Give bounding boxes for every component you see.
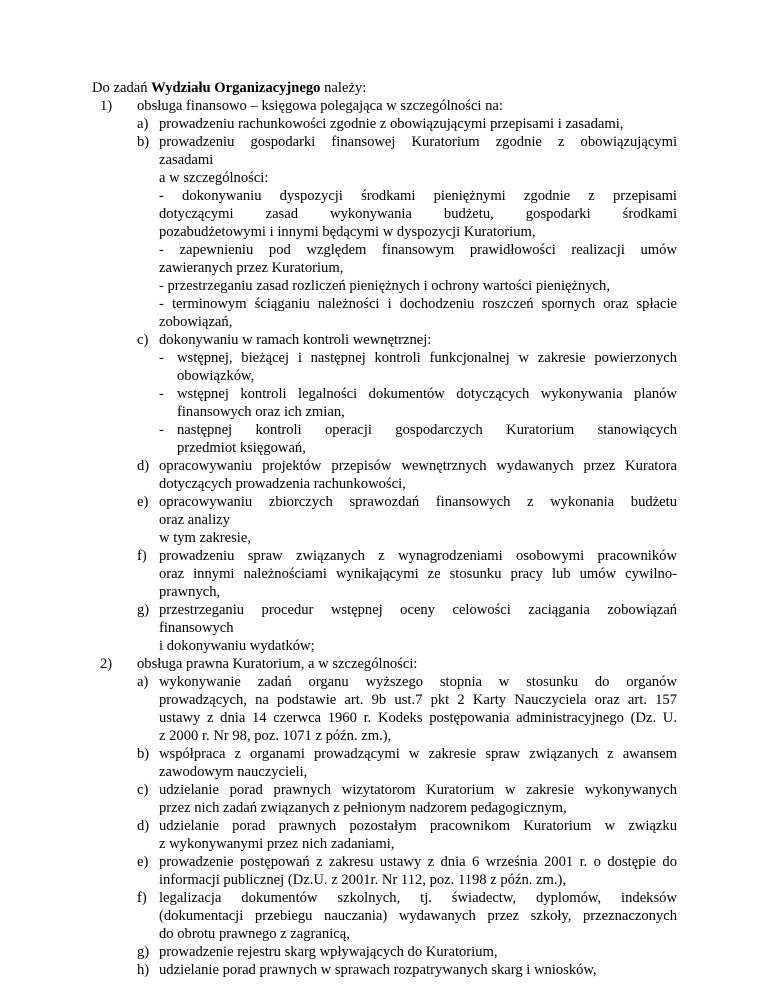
document-body bbox=[92, 79, 677, 979]
section-1-item-e: e) opracowywaniu zbiorczych sprawozdań finansowych z wykonania budżetu oraz analizy w tym zakresie, bbox=[137, 494, 677, 546]
section-1-item-f: f) prowadzeniu spraw związanych z wynagrodzeniami osobowymi pracowników oraz innymi należnościami wynikającymi ze stosunku pracy lub umów cywilno- prawnych, bbox=[137, 548, 677, 600]
control-type-3: - następnej kontroli operacji gospodarczych Kuratorium stanowiących przedmiot księgowań, bbox=[159, 422, 677, 456]
section-2-item-e: e) prowadzenie postępowań z zakresu ustawy z dnia 6 września 2001 r. o dostępie do informacji publicznej (Dz.U. z 2001r. Nr 112, poz. 1198 z późn. zm.), bbox=[137, 854, 677, 888]
section-2-item-g: g) prowadzenie rejestru skarg wpływających do Kuratorium, bbox=[137, 944, 498, 960]
task-list bbox=[92, 97, 677, 979]
department-name: Wydziału Organizacyjnego bbox=[151, 80, 321, 96]
section-1-item-d: d) opracowywaniu projektów przepisów wewnętrznych wydawanych przez Kuratora dotyczących prowadzenia rachunkowości, bbox=[137, 458, 677, 492]
section-1-title: obsługa finansowo – księgowa polegająca w szczególności na: bbox=[137, 98, 503, 114]
section-2: 2) obsługa prawna Kuratorium, a w szczególności: a) wykonywanie zadań organu wyższego stopnia w stosunku do organów prowadzących, na podstawie art. 9b ust.7 pkt 2 Karty Nauczyciela oraz art. 157 ustawy z dnia 14 czerwca 1960 r. Kodeks postępowania administracyjnego (Dz. U. z 2000 r. Nr 98, poz. 1071 z późn. zm.), b) współpraca z organami prowadzącymi w zakresie spraw związanych z awansem zawodowym nauczycieli, c) udzielanie porad prawnych wizytatorom Kuratorium w zakresie wykonywanych przez nich zadań związanych z pełnionym nadzorem pedagogicznym, d) udzielanie porad prawnych pozostałym pracownikom Kuratorium w związku z wykonywanymi przez nich zadaniami, e) prowadzenie postępowań z zakresu ustawy z dnia 6 września 2001 r. o dostępie do informacji publicznej (Dz.U. z 2001r. Nr 112, poz. 1198 z późn. zm.), f) legalizacja dokumentów szkolnych, tj. świadectw, dyplomów, indeksów (dokumentacji przebiegu nauczania) wydawanych przez szkoły, przeznaczonych do obrotu prawnego z zagranicą, g) prowadzenie rejestru skarg wpływających do Kuratorium, h) udzielanie porad prawnych w sprawach rozpatrywanych skarg i wniosków, bbox=[92, 655, 677, 979]
section-1-item-a: a) prowadzeniu rachunkowości zgodnie z obowiązującymi przepisami i zasadami, bbox=[137, 116, 624, 132]
control-type-2: - wstępnej kontroli legalności dokumentów dotyczących wykonywania planów finansowych oraz ich zmian, bbox=[159, 386, 677, 420]
section-2-item-a: a) wykonywanie zadań organu wyższego stopnia w stosunku do organów prowadzących, na podstawie art. 9b ust.7 pkt 2 Karty Nauczyciela oraz art. 157 ustawy z dnia 14 czerwca 1960 r. Kodeks postępowania administracyjnego (Dz. U. z 2000 r. Nr 98, poz. 1071 z późn. zm.), bbox=[137, 674, 677, 744]
section-1-item-b: b) prowadzeniu gospodarki finansowej Kuratorium zgodnie z obowiązującymi zasadami a w szczególności: - dokonywaniu dyspozycji środkami pieniężnymi zgodnie z przepisami dotyczącymi zasad wykonywania budżetu, gospodarki środkami pozabudżetowymi i innymi będącymi w dyspozycji Kuratorium, - zapewnieniu pod względem finansowym prawidłowości realizacji umów zawieranych przez Kuratorium, - przestrzeganiu zasad rozliczeń pieniężnych i ochrony wartości pieniężnych, - terminowym ściąganiu należności i dochodzeniu roszczeń spornych oraz spłacie zobowiązań, bbox=[137, 134, 677, 330]
section-1-item-c: c) dokonywaniu w ramach kontroli wewnętrznej: - wstępnej, bieżącej i następnej kontroli funkcjonalnej w zakresie powierzonych obowiązków, - wstępnej kontroli legalności dokumentów dotyczących wykonywania planów finansowych oraz ich zmian, - następnej kontroli operacji gospodarczych Kuratorium stanowiących przedmiot księgowań, bbox=[137, 332, 677, 456]
intro-line: Do zadań Wydziału Organizacyjnego należy: bbox=[92, 80, 367, 96]
section-2-item-d: d) udzielanie porad prawnych pozostałym pracownikom Kuratorium w związku z wykonywanymi przez nich zadaniami, bbox=[137, 818, 677, 852]
control-type-1: - wstępnej, bieżącej i następnej kontroli funkcjonalnej w zakresie powierzonych obowiązków, bbox=[159, 350, 677, 384]
section-2-item-h: h) udzielanie porad prawnych w sprawach rozpatrywanych skarg i wniosków, bbox=[137, 962, 597, 978]
section-2-item-b: b) współpraca z organami prowadzącymi w zakresie spraw związanych z awansem zawodowym nauczycieli, bbox=[137, 746, 677, 780]
section-1-item-g: g) przestrzeganiu procedur wstępnej oceny celowości zaciągania zobowiązań finansowych i dokonywaniu wydatków; bbox=[137, 602, 677, 654]
section-2-title: obsługa prawna Kuratorium, a w szczególności: bbox=[137, 656, 418, 672]
section-1: 1) obsługa finansowo – księgowa polegająca w szczególności na: a) prowadzeniu rachunkowości zgodnie z obowiązującymi przepisami i zasadami, b) prowadzeniu gospodarki finansowej Kuratorium zgodnie z obowiązującymi zasadami a w szczególności: - dokonywaniu dyspozycji środkami pieniężnymi zgodnie z przepisami dotyczącymi zasad wykonywania budżetu, gospodarki środkami pozabudżetowymi i innymi będącymi w dyspozycji Kuratorium, - zapewnieniu pod względem finansowym prawidłowości realizacji umów zawieranych przez Kuratorium, - przestrzeganiu zasad rozliczeń pieniężnych i ochrony wartości pieniężnych, - terminowym ściąganiu należności i dochodzeniu roszczeń spornych oraz spłacie zobowiązań, c) dokonywaniu w ramach kontroli wewnętrznej: - wstępnej, bieżącej i następnej kontroli funkcjonalnej w zakresie powierzonych obowiązków, - wstępnej kontroli legalności dokumentów dotyczących wykonywania planów finansowych oraz ich zmian, - następnej kontroli operacji gospodarczych Kuratorium stanowiących przedmiot księgowań, d) opracowywaniu projektów przepisów wewnętrznych wydawanych przez Kuratora dotyczących prowadzenia rachunkowości, e) opracowywaniu zbiorczych sprawozdań finansowych z wykonania budżetu oraz analizy w tym zakresie, f) prowadzeniu spraw związanych z wynagrodzeniami osobowymi pracowników oraz innymi należnościami wynikającymi ze stosunku pracy lub umów cywilno- prawnych, g) przestrzeganiu procedur wstępnej oceny celowości zaciągania zobowiązań finansowych i dokonywaniu wydatków; bbox=[92, 97, 677, 655]
section-2-item-c: c) udzielanie porad prawnych wizytatorom Kuratorium w zakresie wykonywanych przez nich zadań związanych z pełnionym nadzorem pedagogicznym, bbox=[137, 782, 677, 816]
section-2-item-f: f) legalizacja dokumentów szkolnych, tj. świadectw, dyplomów, indeksów (dokumentacji przebiegu nauczania) wydawanych przez szkoły, przeznaczonych do obrotu prawnego z zagranicą, bbox=[137, 890, 677, 942]
